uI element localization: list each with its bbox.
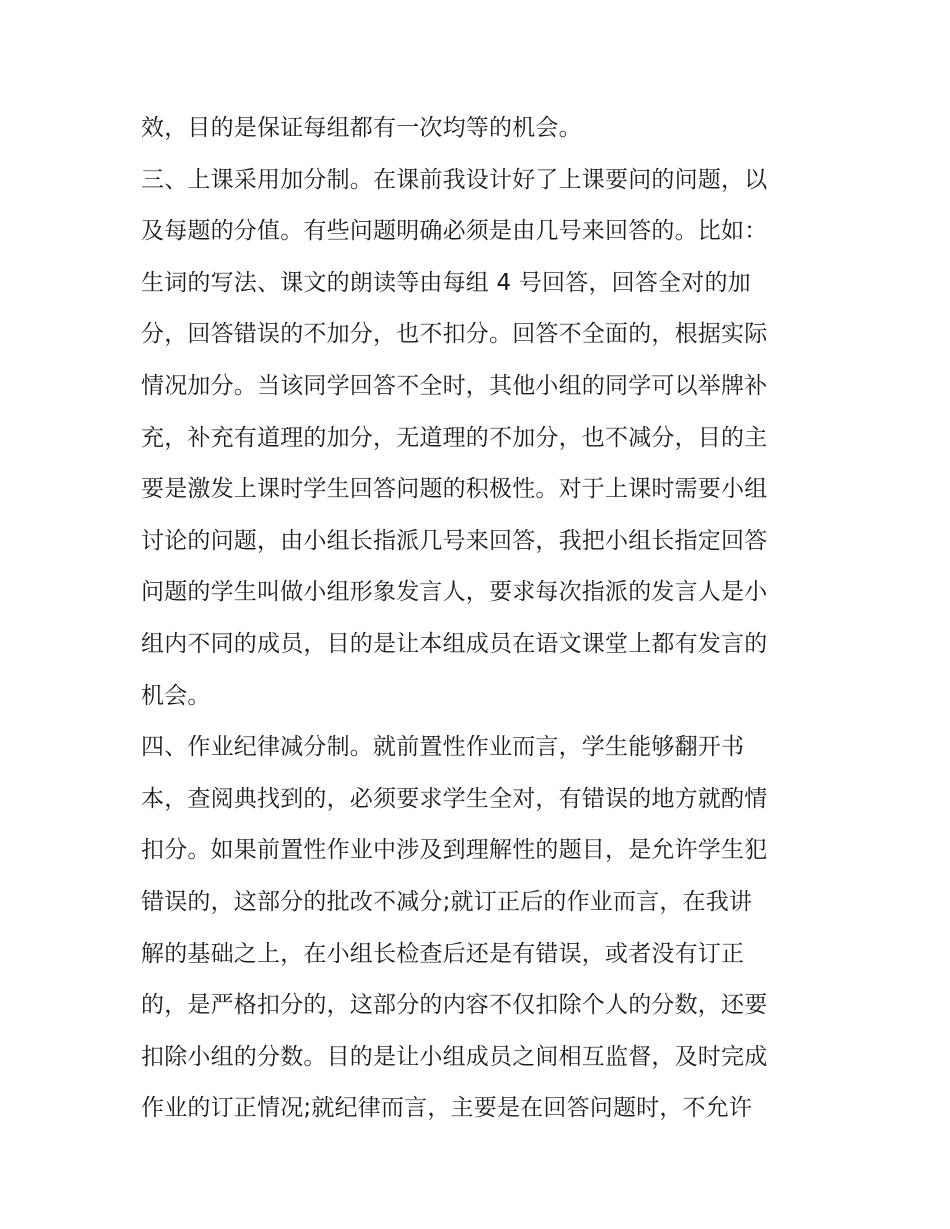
text-line: 四、作业纪律减分制。就前置性作业而言，学生能够翻开书	[141, 734, 745, 761]
text-line: 作业的订正情况;就纪律而言，主要是在回答问题时，不允许	[141, 1095, 753, 1122]
text-line: 三、上课采用加分制。在课前我设计好了上课要问的问题，以	[141, 166, 768, 193]
text-line: 错误的，这部分的批改不减分;就订正后的作业而言，在我讲	[141, 888, 753, 915]
text-line: 组内不同的成员，目的是让本组成员在语文课堂上都有发言的	[141, 630, 768, 657]
text-line: 情况加分。当该同学回答不全时，其他小组的同学可以举牌补	[141, 372, 768, 399]
text-line: 机会。	[141, 682, 211, 709]
text-line: 要是激发上课时学生回答问题的积极性。对于上课时需要小组	[141, 476, 768, 503]
text-line: 生词的写法、课文的朗读等由每组 4 号回答，回答全对的加	[141, 269, 751, 296]
text-line: 效，目的是保证每组都有一次均等的机会。	[141, 115, 582, 141]
text-line: 扣分。如果前置性作业中涉及到理解性的题目，是允许学生犯	[141, 837, 768, 864]
text-line: 解的基础之上，在小组长检查后还是有错误，或者没有订正	[141, 940, 745, 967]
text-line: 充，补充有道理的加分，无道理的不加分，也不减分，目的主	[141, 424, 768, 451]
text-line: 分，回答错误的不加分，也不扣分。回答不全面的，根据实际	[141, 321, 768, 348]
text-line: 及每题的分值。有些问题明确必须是由几号来回答的。比如：	[141, 218, 768, 245]
body-text	[141, 103, 821, 1135]
text-line: 讨论的问题，由小组长指派几号来回答，我把小组长指定回答	[141, 527, 768, 554]
text-line: 问题的学生叫做小组形象发言人，要求每次指派的发言人是小	[141, 579, 768, 606]
text-line: 本，查阅典找到的，必须要求学生全对，有错误的地方就酌情	[141, 785, 768, 812]
text-line: 的，是严格扣分的，这部分的内容不仅扣除个人的分数，还要	[141, 992, 768, 1019]
text-line: 扣除小组的分数。目的是让小组成员之间相互监督，及时完成	[141, 1043, 768, 1070]
